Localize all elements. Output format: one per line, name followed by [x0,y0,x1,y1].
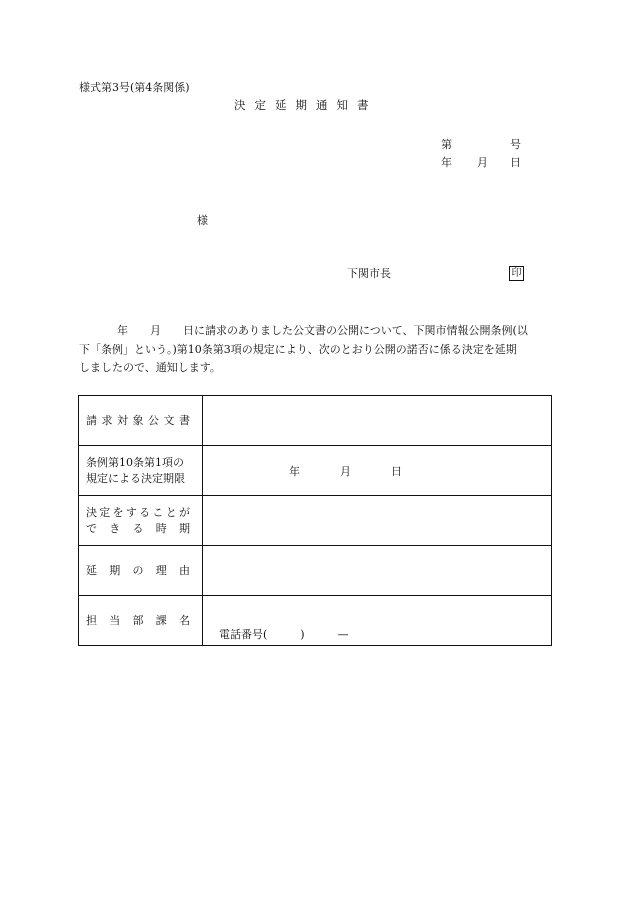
label-char: 請 [86,413,97,427]
decision-time-label-line-2 [86,521,190,537]
department-value [203,596,552,646]
body-month: 月 [150,324,161,337]
label-char: 時 [155,521,167,535]
requested-document-value [203,396,552,446]
label-char: 求 [101,413,113,427]
label-char: 文 [163,413,175,427]
department-label [79,596,203,646]
label-char: す [125,505,137,519]
label-char: 課 [155,613,167,627]
label-char: 対 [117,413,128,427]
issue-date-year: 年 [441,156,452,169]
issue-date-day: 日 [510,156,521,169]
label-char: 書 [179,413,190,427]
notice-details-table [78,395,552,646]
decision-deadline-label-line-1: 条例第10条第1項の [86,455,184,469]
document-number-suffix: 号 [510,138,521,151]
decision-deadline-label [79,446,203,496]
decision-time-value [203,496,552,546]
document-title: 決定延期通知書 [234,98,378,112]
issue-date-month: 月 [477,156,488,169]
label-char: 期 [179,521,190,535]
deadline-day: 日 [391,464,402,478]
table-row [79,496,552,546]
form-number-label: 様式第3号(第4条関係) [79,81,190,94]
label-char: 理 [155,563,167,577]
deadline-year: 年 [289,464,300,478]
table-row [79,396,552,446]
label-char: 由 [179,563,190,577]
label-char: る [139,505,151,519]
label-char: の [132,563,144,577]
phone-number-field: 電話番号( ) — [219,628,349,641]
label-char: 公 [148,413,159,427]
label-char: が [178,505,190,519]
document-number-prefix: 第 [441,138,452,151]
decision-deadline-value [203,446,552,496]
label-char: 当 [109,613,121,627]
decision-time-label [79,496,203,546]
label-char: 期 [109,563,121,577]
decision-time-label-line-1 [86,505,190,521]
decision-deadline-label-line-2: 規定による決定期限 [86,471,185,485]
label-char: 延 [86,563,97,577]
sender-name: 下関市長 [347,267,391,280]
label-char: 決 [86,505,97,519]
label-char: 担 [86,613,97,627]
label-char: こ [152,505,164,519]
seal-stamp: 印 [509,266,524,281]
body-line-1-text: 日に請求のありました公文書の公開について、下関市情報公開条例(以 [183,324,528,337]
table-row [79,446,552,496]
body-year: 年 [117,324,128,337]
notice-body [79,322,559,378]
recipient-honorific: 様 [197,214,208,227]
label-char: き [109,521,121,535]
table-row [79,596,552,646]
postponement-reason-value [203,546,552,596]
label-char: る [132,521,144,535]
label-char: で [86,521,97,535]
table-row [79,546,552,596]
label-char: 名 [179,613,190,627]
deadline-month: 月 [340,464,351,478]
label-char: 象 [132,413,144,427]
label-char: 定 [99,505,111,519]
label-char: を [112,505,124,519]
body-line-3: しましたので、通知します。 [79,361,221,374]
body-line-2: 下「条例」という。)第10条第3項の規定により、次のとおり公開の諾否に係る決定を延期 [79,342,517,356]
label-char: と [165,505,177,519]
label-char: 部 [132,613,144,627]
postponement-reason-label [79,546,203,596]
requested-document-label [79,396,203,446]
body-line-1 [79,322,559,341]
